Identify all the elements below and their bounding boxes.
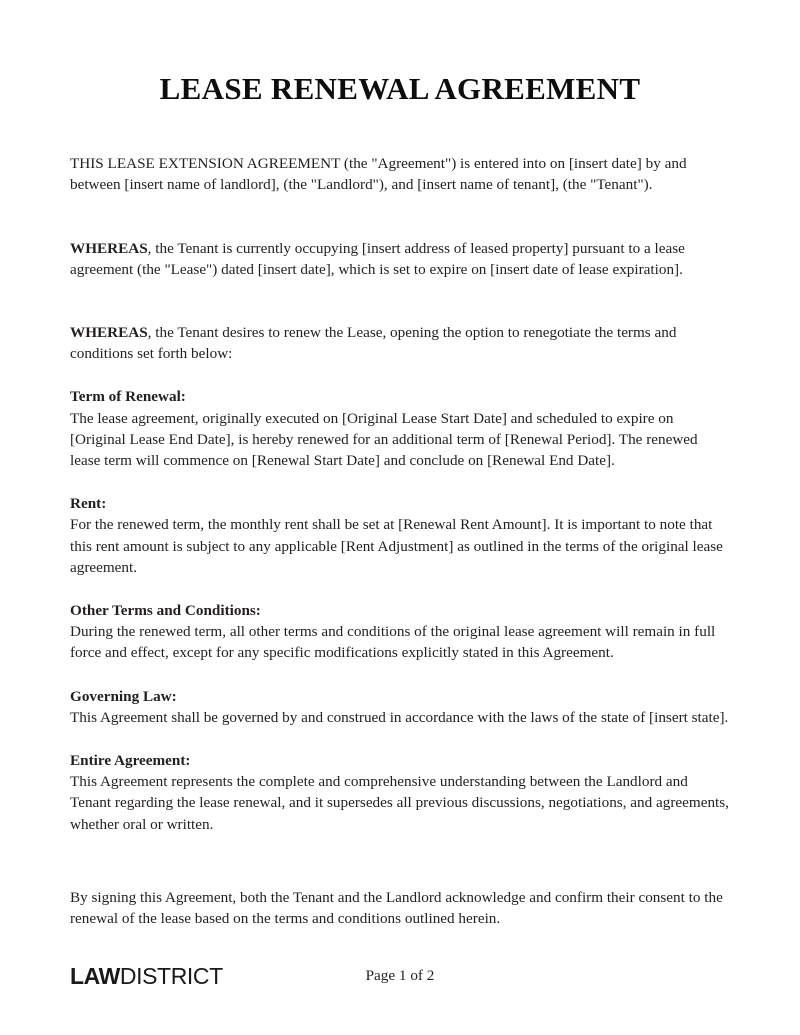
section-heading: Other Terms and Conditions: [70,601,261,619]
recital-paragraph-2 [70,322,730,364]
section-heading: Term of Renewal: [70,388,186,406]
section-other-terms-and-conditions [70,600,730,664]
section-entire-agreement [70,750,730,835]
document-body [70,153,730,929]
intro-paragraph: THIS LEASE EXTENSION AGREEMENT (the "Agreement") is entered into on [insert date] by and between [insert name of landlord], (the "Landlord"), and [insert name of tenant], (the "Tenant"). [70,155,687,194]
section-term-of-renewal [70,386,730,471]
logo-light-part: DISTRICT [119,962,223,989]
section-heading: Rent: [70,495,107,513]
section-body: The lease agreement, originally executed on [Original Lease Start Date] and scheduled to expire on [Original Lease End Date], is hereby renewed for an additional term of [Renewal Period]. The renewed lease term will commence on [Renewal Start Date] and conclude on [Renewal End Date]. [70,409,698,469]
section-heading: Governing Law: [70,687,177,705]
section-body: During the renewed term, all other terms and conditions of the original lease agreement will remain in full force and effect, except for any specific modifications explicitly stated in this Agreement. [70,623,716,662]
spacer [70,364,730,386]
recital-1-text: , the Tenant is currently occupying [insert address of leased property] pursuant to a lease agreement (the "Lease") dated [insert date], which is set to expire on [insert date of lease expiration]. [70,239,685,278]
closing-paragraph: By signing this Agreement, both the Tenant and the Landlord acknowledge and confirm their consent to the renewal of the lease based on the terms and conditions outlined herein. [70,888,723,927]
lawdistrict-logo [70,962,223,989]
section-body: This Agreement shall be governed by and construed in accordance with the laws of the state of [insert state]. [70,708,729,726]
logo-bold-part: LAW [70,962,120,989]
spacer [70,471,730,493]
section-rent [70,493,730,578]
page-number: Page 1 of 2 [365,967,435,984]
page-footer [0,961,800,991]
recital-2-lead: WHEREAS [70,323,148,341]
spacer [70,578,730,600]
spacer [70,728,730,750]
spacer [70,664,730,686]
section-governing-law [70,686,730,728]
spacer [70,835,730,887]
section-body: This Agreement represents the complete and comprehensive understanding between the Landlord and Tenant regarding the lease renewal, and it supersedes all previous discussions, negotiations, and agreements, whether oral or written. [70,773,729,833]
recital-2-text: , the Tenant desires to renew the Lease, opening the option to renegotiate the terms and conditions set forth below: [70,323,677,363]
section-body: For the renewed term, the monthly rent shall be set at [Renewal Rent Amount]. It is important to note that this rent amount is subject to any applicable [Rent Adjustment] as outlined in the terms of the original lease agreement. [70,516,723,576]
section-heading: Entire Agreement: [70,751,191,769]
spacer [70,280,730,322]
recital-1-lead: WHEREAS [70,239,148,257]
recital-paragraph-1 [70,238,730,280]
spacer [70,196,730,238]
page-title: LEASE RENEWAL AGREEMENT [159,71,641,106]
